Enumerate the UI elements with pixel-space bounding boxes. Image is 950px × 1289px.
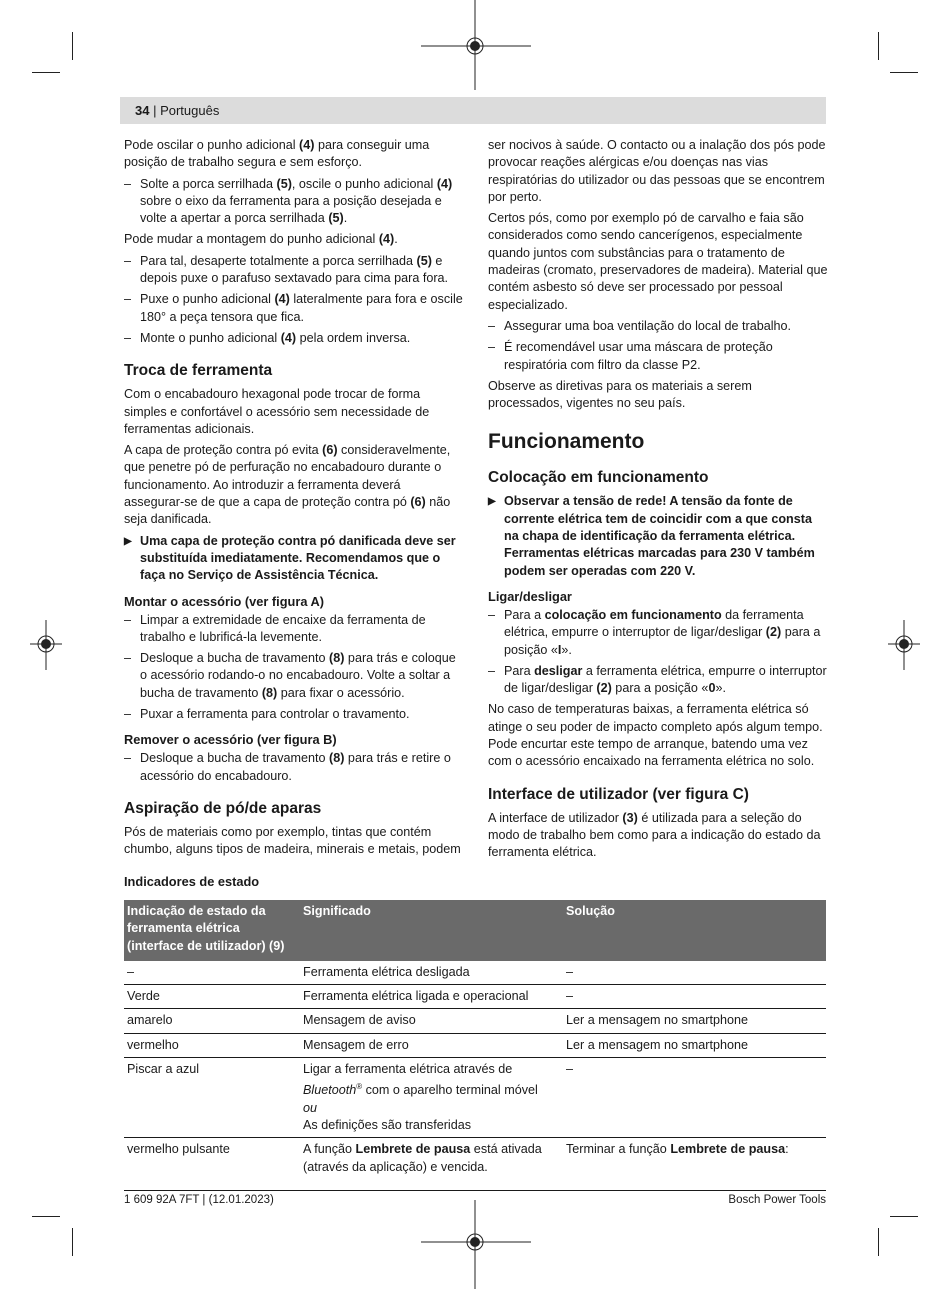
registration-target-icon bbox=[888, 620, 920, 670]
paragraph: Observe as diretivas para os materiais a serem processados, vigentes no seu país. bbox=[488, 378, 752, 411]
registration-target-icon bbox=[30, 620, 62, 670]
table-header-cell: Indicação de estado da ferramenta elétrica (interface de utilizador) (9) bbox=[124, 900, 300, 961]
paragraph: ser nocivos à saúde. O contacto ou a inalação dos pós pode provocar reações alérgicas e/ou doenças nas vias respiratórias do utilizador ou das pessoas que se encontrem por perto. bbox=[488, 138, 826, 204]
subsection-heading: Ligar/desligar bbox=[488, 588, 572, 604]
table-cell: Ler a mensagem no smartphone bbox=[563, 1033, 826, 1057]
table-cell: A função Lembrete de pausa está ativada (através da aplicação) e vencida. bbox=[303, 1142, 542, 1174]
page-footer bbox=[124, 1190, 826, 1208]
left-column bbox=[124, 137, 464, 863]
table-cell: vermelho pulsante bbox=[127, 1142, 230, 1157]
table-row bbox=[124, 1033, 826, 1057]
table-cell: Ferramenta elétrica ligada e operacional bbox=[300, 985, 563, 1009]
table-header-row bbox=[124, 900, 826, 961]
list-item: – Monte o punho adicional (4) pela ordem inversa. bbox=[124, 330, 464, 347]
list-item: – É recomendável usar uma máscara de proteção respiratória com filtro da classe P2. bbox=[488, 339, 828, 374]
registration-target-icon bbox=[421, 1200, 531, 1289]
document-code: 1 609 92A 7FT | (12.01.2023) bbox=[124, 1194, 274, 1206]
warning-item: ▶ Uma capa de proteção contra pó danificada deve ser substituída imediatamente. Recomendamos que o faça no Serviço de Assistência Técnica. bbox=[124, 533, 464, 585]
right-column bbox=[488, 137, 828, 866]
crop-mark bbox=[878, 1228, 879, 1256]
table-cell: Mensagem de aviso bbox=[300, 1009, 563, 1033]
page-header: 34 | Português bbox=[135, 103, 220, 118]
subsection-heading: Montar o acessório (ver figura A) bbox=[124, 593, 325, 609]
table-cell: – bbox=[124, 961, 300, 985]
page-number: 34 bbox=[135, 103, 150, 118]
chapter-heading: Funcionamento bbox=[488, 430, 645, 454]
list-item: – Para desligar a ferramenta elétrica, empurre o interruptor de ligar/desligar (2) para a posição «0». bbox=[488, 663, 828, 698]
section-heading: Troca de ferramenta bbox=[124, 362, 273, 380]
table-cell: amarelo bbox=[124, 1009, 300, 1033]
list-item: – Puxar a ferramenta para controlar o travamento. bbox=[124, 706, 464, 723]
crop-mark bbox=[72, 1228, 73, 1256]
table-caption: Indicadores de estado bbox=[124, 874, 260, 889]
list-item: – Desloque a bucha de travamento (8) para trás e retire o acessório do encabadouro. bbox=[124, 750, 464, 785]
crop-mark bbox=[32, 1216, 60, 1217]
paragraph: Pós de materiais como por exemplo, tintas que contém chumbo, alguns tipos de madeira, minerais e metais, podem bbox=[124, 824, 461, 857]
section-heading: Aspiração de pó/de aparas bbox=[124, 799, 322, 817]
list-item: – Desloque a bucha de travamento (8) para trás e coloque o acessório rodando-o no encabadouro. Volte a soltar a bucha de travamento (8) para fixar o acessório. bbox=[124, 650, 464, 702]
table-header-cell: Significado bbox=[300, 900, 563, 961]
paragraph: No caso de temperaturas baixas, a ferramenta elétrica só atinge o seu poder de impacto completo após algum tempo. Pode encurtar este tempo de arranque, batendo uma vez com o acessório encaixado na ferramenta elétrica no solo. bbox=[488, 702, 823, 769]
paragraph: Com o encabadouro hexagonal pode trocar de forma simples e confortável o acessório sem necessidade de ferramentas adicionais. bbox=[124, 387, 430, 436]
table-cell: Terminar a função Lembrete de pausa: bbox=[566, 1142, 789, 1157]
table-cell: vermelho bbox=[124, 1033, 300, 1057]
table-cell: Piscar a azul bbox=[124, 1058, 300, 1138]
crop-mark bbox=[878, 32, 879, 60]
table-cell: Ler a mensagem no smartphone bbox=[563, 1009, 826, 1033]
header-bar bbox=[120, 97, 826, 124]
crop-mark bbox=[72, 32, 73, 60]
table-cell: – bbox=[563, 1058, 826, 1138]
list-item: – Puxe o punho adicional (4) lateralmente para fora e oscile 180° a peça tensora que fica. bbox=[124, 291, 464, 326]
list-item: – Solte a porca serrilhada (5), oscile o punho adicional (4) sobre o eixo da ferramenta para a posição desejada e volte a apertar a porca serrilhada (5). bbox=[124, 176, 464, 228]
paragraph: A capa de proteção contra pó evita (6) consideravelmente, que penetre pó de perfuração no encabadouro durante o funcionamento. Ao introduzir a ferramenta deverá assegurar-se de que a capa de proteção contra pó (6) não seja danificada. bbox=[124, 443, 451, 527]
list-item: – Assegurar uma boa ventilação do local de trabalho. bbox=[488, 318, 828, 335]
table-cell: – bbox=[563, 961, 826, 985]
section-heading: Colocação em funcionamento bbox=[488, 469, 709, 487]
crop-mark bbox=[32, 72, 60, 73]
table-header-cell: Solução bbox=[563, 900, 826, 961]
table-row bbox=[124, 1009, 826, 1033]
list-item: – Para a colocação em funcionamento da ferramenta elétrica, empurre o interruptor de ligar/desligar (2) para a posição «I». bbox=[488, 607, 828, 659]
paragraph: Pode mudar a montagem do punho adicional (4). bbox=[124, 232, 398, 247]
status-table bbox=[124, 900, 826, 1179]
section-heading: Interface de utilizador (ver figura C) bbox=[488, 785, 749, 803]
table-cell: Ferramenta elétrica desligada bbox=[300, 961, 563, 985]
table-row bbox=[124, 1058, 826, 1138]
warning-item: ▶ Observar a tensão de rede! A tensão da fonte de corrente elétrica tem de coincidir com a que consta na chapa de identificação da ferramenta elétrica. Ferramentas elétricas marcadas para 230 V também podem ser operadas com 220 V. bbox=[488, 493, 828, 579]
list-item: – Limpar a extremidade de encaixe da ferramenta de trabalho e lubrificá-la levemente. bbox=[124, 612, 464, 647]
paragraph: A interface de utilizador (3) é utilizada para a seleção do modo de trabalho bem como para a indicação do estado da ferramenta elétrica. bbox=[488, 810, 821, 860]
table-cell: Mensagem de erro bbox=[300, 1033, 563, 1057]
table-row bbox=[124, 985, 826, 1009]
crop-mark bbox=[890, 1216, 918, 1217]
brand-name: Bosch Power Tools bbox=[728, 1194, 826, 1206]
registration-target-icon bbox=[421, 0, 531, 90]
table-cell: Ligar a ferramenta elétrica através de Bluetooth® com o aparelho terminal móvel ou As definições são transferidas bbox=[300, 1058, 563, 1138]
subsection-heading: Remover o acessório (ver figura B) bbox=[124, 732, 337, 748]
crop-mark bbox=[890, 72, 918, 73]
header-language: Português bbox=[160, 103, 220, 118]
table-row bbox=[124, 1138, 826, 1179]
list-item: – Para tal, desaperte totalmente a porca serrilhada (5) e depois puxe o parafuso sextavado para cima para fora. bbox=[124, 253, 464, 288]
table-cell: Verde bbox=[124, 985, 300, 1009]
paragraph: Pode oscilar o punho adicional (4) para conseguir uma posição de trabalho segura e sem esforço. bbox=[124, 138, 430, 170]
table-row bbox=[124, 961, 826, 985]
paragraph: Certos pós, como por exemplo pó de carvalho e faia são considerados como sendo cancerígenos, especialmente quando juntos com substâncias para o tratamento de madeiras (cromato, preservadores de madeira). Material que contém asbesto só deve ser processado por pessoal especializado. bbox=[488, 211, 828, 312]
table-cell: – bbox=[563, 985, 826, 1009]
